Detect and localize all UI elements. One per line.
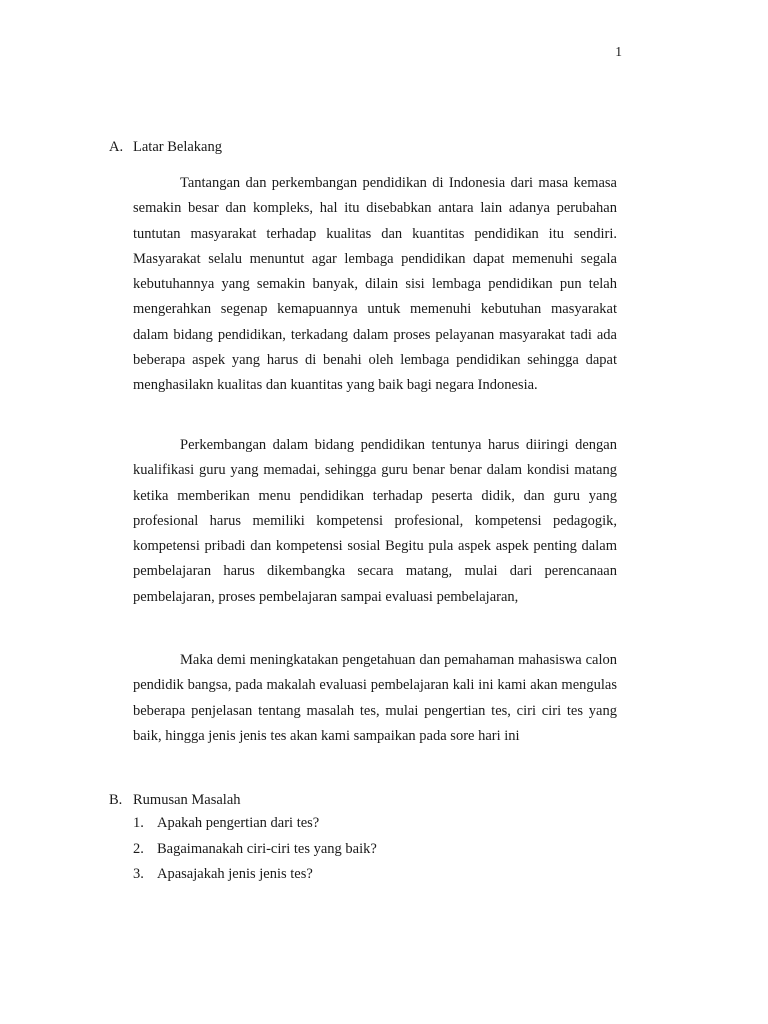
list-number: 2. xyxy=(133,840,144,857)
section-letter: A. xyxy=(109,139,124,155)
section-title: Latar Belakang xyxy=(133,139,222,155)
problem-list xyxy=(133,813,377,890)
list-item xyxy=(133,813,377,839)
list-number: 1. xyxy=(133,815,144,831)
paragraph-2: Perkembangan dalam bidang pendidikan tentunya harus diiringi dengan kualifikasi guru yang memadai, sehingga guru benar benar dalam kondisi matang ketika memberikan menu pendidikan terhadap peserta didik, dan guru yang profesional harus memiliki kompetensi profesional, kompetensi pedagogik, kompetensi pribadi dan kompetensi sosial Begitu pula aspek aspek penting dalam pembelajaran harus dikembangka secara matang, mulai dari perencanaan pembelajaran, proses pembelajaran sampai evaluasi pembelajaran, xyxy=(133,437,617,605)
list-item xyxy=(133,839,377,865)
section-heading-a xyxy=(109,137,222,157)
list-item xyxy=(133,864,377,890)
list-number: 3. xyxy=(133,866,144,882)
list-text: Apakah pengertian dari tes? xyxy=(157,815,320,831)
paragraph-3: Maka demi meningkatakan pengetahuan dan pemahaman mahasiswa calon pendidik bangsa, pada makalah evaluasi pembelajaran kali ini kami akan mengulas beberapa penjelasan tentang masalah tes, mulai pengertian tes, ciri ciri tes yang baik, hingga jenis jenis tes akan kami sampaikan pada sore hari ini xyxy=(133,652,617,744)
section-letter: B. xyxy=(109,792,123,808)
paragraph-1: Tantangan dan perkembangan pendidikan di Indonesia dari masa kemasa semakin besar dan kompleks, hal itu disebabkan antara lain adanya perubahan tuntutan masyarakat terhadap kualitas dan kuantitas pendidikan itu sendiri. Masyarakat selalu menuntut agar lembaga pendidikan dapat memenuhi segala kebutuhannya yang semakin banyak, dilain sisi lembaga pendidikan pun telah mengerahkan segenap kemapuannya untuk memenuhi kebutuhan masyarakat dalam bidang pendidikan, terkadang dalam proses pelayanan masyarakat tadi ada beberapa aspek yang harus di benahi oleh lembaga pendidikan sehingga dapat menghasilakn kualitas dan kuantitas yang baik bagi negara Indonesia. xyxy=(133,175,617,394)
list-text: Apasajakah jenis jenis tes? xyxy=(157,866,313,882)
section-heading-b xyxy=(109,790,241,810)
list-text: Bagaimanakah ciri-ciri tes yang baik? xyxy=(157,840,377,857)
page-number: 1 xyxy=(615,44,622,59)
section-title: Rumusan Masalah xyxy=(133,792,241,808)
